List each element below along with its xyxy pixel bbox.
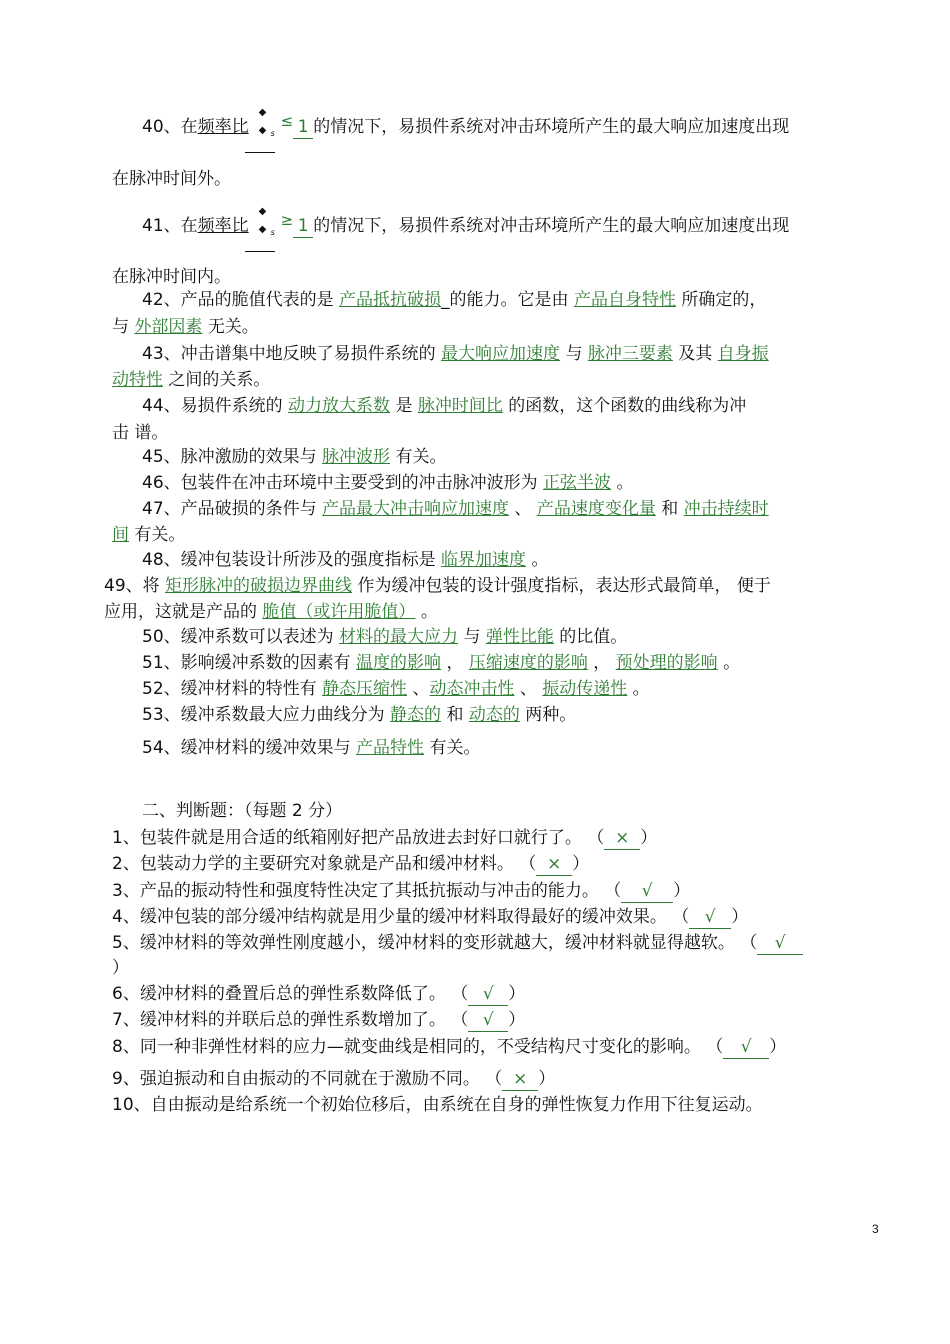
answer-blank: 正弦半波 (543, 473, 612, 493)
question-48: 48、缓冲包装设计所涉及的强度指标是 临界加速度 。 (142, 550, 549, 570)
ratio-symbol: ◆ s ◆ (249, 116, 281, 138)
answer-blank: 间 (112, 525, 129, 545)
judge-item-5-cont: ） (112, 958, 129, 978)
answer-blank: 1 (293, 116, 313, 139)
judge-mark: √ (621, 880, 673, 903)
answer-blank: 产品速度变化量 (536, 499, 656, 519)
answer-blank: 材料的最大应力 (339, 627, 459, 647)
answer-blank: 自身振 (717, 344, 769, 364)
question-52: 52、缓冲材料的特性有 静态压缩性 、动态冲击性 、 振动传递性 。 (142, 679, 650, 699)
answer-blank: 脉冲波形 (322, 447, 391, 467)
question-53: 53、缓冲系数最大应力曲线分为 静态的 和 动态的 两种。 (142, 705, 577, 725)
question-40-cont: 在脉冲时间外。 (112, 169, 231, 189)
answer-blank: 产品特性 (356, 738, 425, 758)
answer-blank: 最大响应加速度 (441, 344, 561, 364)
answer-blank: 外部因素 (134, 317, 203, 337)
answer-blank: 产品自身特性 (573, 290, 676, 310)
judge-item-10: 10、自由振动是给系统一个初始位移后，由系统在自身的弹性恢复力作用下往复运动。 (112, 1095, 763, 1115)
judge-mark: × (604, 827, 640, 850)
ratio-symbol: ◆ s ◆ (249, 215, 281, 237)
answer-blank: 温度的影响 (356, 653, 442, 673)
question-45: 45、脉冲激励的效果与 脉冲波形 有关。 (142, 447, 447, 467)
answer-blank: 压缩速度的影响 (468, 653, 588, 673)
judge-item-4: 4、缓冲包装的部分缓冲结构就是用少量的缓冲材料取得最好的缓冲效果。 （ √ ） (112, 907, 749, 927)
answer-blank: 矩形脉冲的破损边界曲线 (165, 576, 353, 596)
answer-blank: 产品最大冲击响应加速度 (322, 499, 510, 519)
judge-mark: √ (757, 932, 803, 955)
question-41-cont: 在脉冲时间内。 (112, 267, 231, 287)
question-54: 54、缓冲材料的缓冲效果与 产品特性 有关。 (142, 738, 481, 758)
term-frequency-ratio: 频率比 (197, 117, 249, 137)
question-43: 43、冲击谱集中地反映了易损件系统的 最大响应加速度 与 脉冲三要素 及其 自身振 (142, 344, 769, 364)
answer-blank: 振动传递性 (542, 679, 628, 699)
question-49-cont: 应用，这就是产品的 脆值（或许用脆值） 。 (104, 602, 438, 622)
answer-blank: 静态的 (390, 705, 442, 725)
question-42: 42、产品的脆值代表的是 产品抵抗破损_的能力。它是由 产品自身特性 所确定的， (142, 290, 767, 310)
answer-blank: 预处理的影响 (615, 653, 718, 673)
answer-blank: 临界加速度 (441, 550, 527, 570)
answer-blank: 动力放大系数 (288, 396, 391, 416)
judge-item-6: 6、缓冲材料的叠置后总的弹性系数降低了。 （ √ ） (112, 984, 526, 1004)
section-heading-judge: 二、判断题：（每题 2 分） (142, 801, 343, 821)
answer-blank: 弹性比能 (485, 627, 554, 647)
judge-mark: √ (468, 983, 508, 1006)
question-49: 49、将 矩形脉冲的破损边界曲线 作为缓冲包装的设计强度指标，表达形式最简单， 便于 (104, 576, 771, 596)
question-47-cont: 间 有关。 (112, 525, 186, 545)
term-frequency-ratio: 频率比 (197, 216, 249, 236)
judge-item-2: 2、包装动力学的主要研究对象就是产品和缓冲材料。 （ × ） (112, 854, 590, 874)
page-number: 3 (872, 1222, 879, 1236)
question-51: 51、影响缓冲系数的因素有 温度的影响 ， 压缩速度的影响 ， 预处理的影响 。 (142, 653, 741, 673)
answer-blank: 动特性 (112, 370, 163, 390)
question-47: 47、产品破损的条件与 产品最大冲击响应加速度 、 产品速度变化量 和 冲击持续时 (142, 499, 769, 519)
question-44-cont: 击 谱。 (112, 423, 169, 443)
question-50: 50、缓冲系数可以表述为 材料的最大应力 与 弹性比能 的比值。 (142, 627, 628, 647)
question-42-cont: 与 外部因素 无关。 (112, 317, 259, 337)
judge-item-1: 1、包装件就是用合适的纸箱刚好把产品放进去封好口就行了。 （ × ） (112, 828, 658, 848)
judge-mark: × (502, 1068, 538, 1091)
judge-item-8: 8、同一种非弹性材料的应力—就变曲线是相同的，不受结构尺寸变化的影响。 （ √ ） (112, 1037, 787, 1057)
answer-blank: 动态冲击性 (429, 679, 515, 699)
answer-blank: 脉冲时间比 (417, 396, 503, 416)
answer-blank: 脆值（或许用脆值） (262, 602, 416, 622)
judge-mark: √ (723, 1036, 769, 1059)
answer-blank: 1 (293, 215, 313, 238)
question-40: 40、在频率比 ◆ s ◆ ≤ 1 的情况下，易损件系统对冲击环境所产生的最大响应加速度出现 (142, 116, 789, 139)
judge-item-7: 7、缓冲材料的并联后总的弹性系数增加了。 （ √ ） (112, 1010, 526, 1030)
question-46: 46、包装件在冲击环境中主要受到的冲击脉冲波形为 正弦半波 。 (142, 473, 634, 493)
judge-item-5: 5、缓冲材料的等效弹性刚度越小，缓冲材料的变形就越大，缓冲材料就显得越软。 （ √ (112, 932, 803, 955)
judge-mark: √ (689, 906, 731, 929)
answer-blank: 动态的 (468, 705, 520, 725)
judge-mark: √ (468, 1009, 508, 1032)
judge-item-3: 3、产品的振动特性和强度特性决定了其抵抗振动与冲击的能力。 （ √ ） (112, 881, 691, 901)
answer-blank: 产品抵抗破损 (339, 290, 442, 310)
answer-blank: 冲击持续时 (683, 499, 769, 519)
answer-blank: 静态压缩性 (322, 679, 408, 699)
judge-mark: × (536, 853, 572, 876)
answer-blank: 脉冲三要素 (587, 344, 673, 364)
question-41: 41、在频率比 ◆ s ◆ ≥ 1 的情况下，易损件系统对冲击环境所产生的最大响应加速度出现 (142, 215, 789, 238)
question-44: 44、易损件系统的 动力放大系数 是 脉冲时间比 的函数，这个函数的曲线称为冲 (142, 396, 747, 416)
question-43-cont: 动特性 之间的关系。 (112, 370, 271, 390)
judge-item-9: 9、强迫振动和自由振动的不同就在于激励不同。 （ × ） (112, 1069, 556, 1089)
